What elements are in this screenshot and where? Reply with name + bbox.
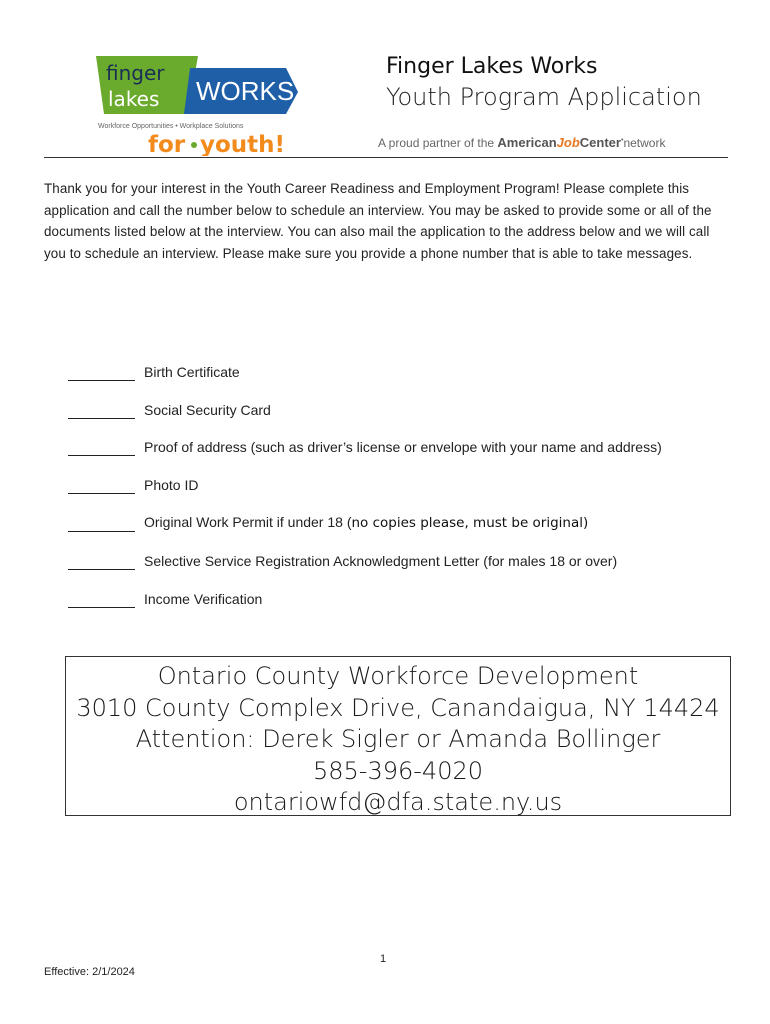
ajc-american: American (497, 135, 557, 150)
checklist-item (68, 419, 748, 457)
checklist-blank[interactable] (68, 401, 135, 419)
checklist-label: Proof of address (such as driver’s license or envelope with your name and address) (144, 439, 662, 456)
header-divider (44, 157, 728, 158)
logo-dot (191, 142, 197, 148)
partner-suffix: network (623, 136, 666, 150)
american-job-center-logo (497, 135, 621, 150)
checklist-label: Birth Certificate (144, 363, 240, 380)
checklist-item (68, 343, 748, 381)
checklist-blank[interactable] (68, 590, 135, 608)
page-number: 1 (380, 953, 387, 965)
document-subtitle: Youth Program Application (386, 83, 702, 111)
checklist-label: Photo ID (144, 477, 199, 494)
address-attention: Attention: Derek Sigler or Amanda Bollinger (135, 725, 661, 753)
address-street: 3010 County Complex Drive, Canandaigua, NY 14424 (76, 693, 720, 722)
mailing-address-box (65, 656, 731, 816)
checklist-label (144, 513, 588, 532)
logo-for-text: for (148, 132, 186, 156)
partner-line: A proud partner of the AmericanJobCenter•network (378, 135, 666, 150)
checklist-item (68, 456, 748, 494)
checklist-item (68, 570, 748, 608)
document-title: Finger Lakes Works (386, 54, 598, 79)
logo-lakes-text: lakes (108, 87, 160, 111)
logo-works-text: WORKS (196, 76, 295, 106)
logo-finger-text: finger (106, 61, 165, 85)
checklist-item (68, 532, 748, 570)
checklist-label: Social Security Card (144, 401, 271, 418)
checklist-label-text: Original Work Permit if under 18 ( (144, 513, 352, 530)
checklist-emphasis: no copies please, must be original) (351, 514, 589, 531)
ajc-center: Center (579, 135, 621, 150)
document-checklist (68, 343, 748, 608)
document-title-block (386, 52, 702, 112)
ajc-job: Job (556, 135, 580, 150)
checklist-item (68, 494, 748, 532)
checklist-blank[interactable] (68, 514, 135, 532)
checklist-item (68, 381, 748, 419)
logo-graphic (92, 52, 304, 156)
address-org: Ontario County Workforce Development (157, 662, 639, 690)
intro-paragraph: Thank you for your interest in the Youth Career Readiness and Employment Program! Please complete this application and call the number below to schedule an interview. You may be asked to provide some or all of the documents listed below at the interview. You can also mail the application to the address below and we will call you to schedule an interview. Please make sure you provide a phone number that is able to take messages. (44, 181, 712, 261)
logo-youth-text: youth! (200, 132, 286, 156)
checklist-blank[interactable] (68, 476, 135, 494)
checklist-label: Selective Service Registration Acknowledgment Letter (for males 18 or over) (144, 552, 618, 569)
logo-tagline: Workforce Opportunities • Workplace Solutions (98, 123, 244, 130)
address-phone: 585-396-4020 (312, 756, 483, 785)
effective-date: Effective: 2/1/2024 (44, 966, 135, 978)
partner-prefix: A proud partner of the (378, 136, 498, 150)
checklist-label: Income Verification (144, 590, 263, 607)
checklist-blank[interactable] (68, 552, 135, 570)
finger-lakes-works-logo (92, 52, 304, 156)
checklist-blank[interactable] (68, 438, 135, 456)
checklist-blank[interactable] (68, 363, 135, 381)
address-email: ontariowfd@dfa.state.ny.us (233, 788, 563, 816)
